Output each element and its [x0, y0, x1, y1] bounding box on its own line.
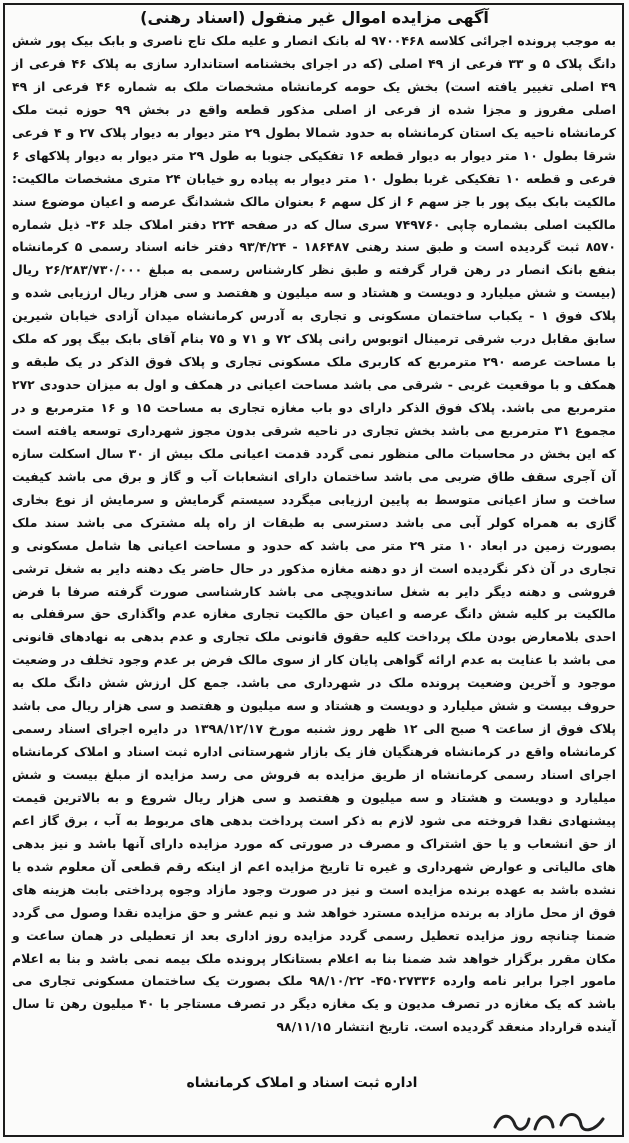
notice-body-text: به موجب پرونده اجرائی کلاسه ۹۷۰۰۴۶۸ له بانک انصار و علیه ملک تاج ناصری و بابک بیک پور شش دانگ پلاک ۵ و ۳۳ فرعی از ۴۹ اصلی (که در اجرای بخشنامه استاندارد سازی به پلاک ۴۶ فرعی از ۴۹ اصلی تغییر یافته است) بخش یک حومه کرمانشاه مشخصات ملک به شماره ۴۶ فرعی از ۴۹ اصلی مفروز و مجزا شده از فرعی از اصلی مذکور قطعه واقع در بخش ۹۹ حوزه ثبت ملک کرمانشاه ناحیه یک استان کرمانشاه به حدود شمالا بطول ۲۹ متر دیوار به دیوار پلاک ۲۷ و ۴ فرعی شرقا بطول ۱۰ متر دیوار به دیوار قطعه ۱۶ تفکیکی جنوبا به طول ۲۹ متر دیوار به دیوار پلاکهای ۶ فرعی و قطعه ۱۰ تفکیکی غربا بطول ۱۰ متر دیوار به پیاده رو خیابان ۲۴ متری مشخصات مالکیت: مالکیت بابک بیک پور با جز سهم ۶ از کل سهم ۶ بعنوان مالک ششدانگ عرصه و اعیان موضوع سند مالکیت اصلی بشماره چاپی ۷۴۹۷۶۰ سری سال که در صفحه ۲۲۴ دفتر املاک جلد ۳۶- ذیل شماره ۸۵۷۰ ثبت گردیده است و طبق سند رهنی ۱۸۶۴۸۷ - ۹۳/۴/۲۴ دفتر خانه اسناد رسمی ۵ کرمانشاه بنفع بانک انصار در رهن قرار گرفته و طبق نظر کارشناس رسمی به مبلغ ۲۶/۲۸۳/۷۳۰/۰۰۰ ریال (بیست و شش میلیارد و دویست و هشتاد و سه میلیون و هفتصد و سی هزار ریال ارزیابی شده و پلاک فوق ۱ - یکباب ساختمان مسکونی و تجاری به آدرس کرمانشاه میدان آزادی خیابان شیرین سابق مقابل درب شرقی ترمینال اتوبوس رانی پلاک ۷۲ و ۷۱ و ۷۵ بنام آقای بابک بیگ پور که ملک با مساحت عرصه ۲۹۰ مترمربع که کاربری ملک مسکونی تجاری و پلاک فوق الذکر در یک طبقه و همکف و با موقعیت غربی - شرقی می باشد مساحت اعیانی در همکف و اول به میزان حدودی ۲۷۲ مترمربع می باشد. پلاک فوق الذکر دارای دو باب مغازه تجاری به مساحت ۱۵ و ۱۶ مترمربع و در مجموع ۳۱ مترمربع می باشد بخش تجاری در ناحیه شرقی بدون مجوز شهرداری توسعه یافته است که این بخش در محاسبات مالی منظور نمی گردد قدمت اعیانی ملک بیش از ۳۰ سال اسکلت سازه آن آجری سقف طاق ضربی می باشد ساختمان دارای انشعابات آب و گاز و برق می باشد کیفیت ساخت و ساز اعیانی متوسط به پایین ارزیابی میگردد سیستم گرمایش و سرمایش از نوع بخاری گازی به همراه کولر آبی می باشد دسترسی به طبقات از راه پله مشترک می باشد سند ملک بصورت زمین در ابعاد ۱۰ متر ۲۹ متر می باشد که حدود و مساحت اعیانی ها شامل مسکونی و تجاری در آن ذکر نگردیده است از دو دهنه مغازه مذکور در حال حاضر یک دهنه دایر به شغل ترشی فروشی و دهنه دیگر دایر به شغل ساندویچی می باشد کارشناسی صورت گرفته صرفا با فرض مالکیت بر کلیه شش دانگ عرصه و اعیان حق مالکیت تجاری مغازه عدم واگذاری حق سرقفلی به احدی بلامعارض بودن ملک پرداخت کلیه حقوق قانونی ملک تجاری و عدم بدهی به نهادهای قانونی می باشد با عنایت به عدم ارائه گواهی پایان کار از سوی مالک فرض بر عدم وجود تخلف در وضعیت موجود و آخرین وضعیت پرونده ملک در شهرداری می باشد. جمع کل ارزش شش دانگ ملک به حروف بیست و شش میلیارد و دویست و هشتاد و سه میلیون و هفتصد و سی هزار ریال می باشد پلاک فوق از ساعت ۹ صبح الی ۱۲ ظهر روز شنبه مورخ ۱۳۹۸/۱۲/۱۷ در دایره اجرای اسناد رسمی کرمانشاه واقع در کرمانشاه فرهنگیان فاز یک بازار شهرستانی اداره ثبت اسناد و املاک کرمانشاه اجرای اسناد رسمی کرمانشاه از طریق مزایده به فروش می رسد مزایده از مبلغ بیست و شش میلیارد و دویست و هشتاد و سه میلیون و هفتصد و سی هزار ریال شروع و به بالاترین قیمت پیشنهادی نقدا فروخته می شود لازم به ذکر است پرداخت بدهی های مربوط به آب ، برق گاز اعم از حق انشعاب و یا حق اشتراک و مصرف در صورتی که مورد مزایده دارای آنها باشد و نیز بدهی های مالیاتی و عوارض شهرداری و غیره تا تاریخ مزایده اعم از اینکه رقم قطعی آن معلوم شده یا نشده باشد به عهده برنده مزایده است و نیز در صورت وجود مازاد وجوه پرداختی بابت هزینه های فوق از محل مازاد به برنده مزایده مسترد خواهد شد و نیم عشر و حق مزایده نقدا وصول می گردد ضمنا چنانچه روز مزایده تعطیل رسمی گردد مزایده روز اداری بعد از تعطیلی در همان ساعت و مکان مقرر برگزار خواهد شد ضمنا بنا به اعلام بستانکار پرونده ملک بیمه نمی باشد و بنا به اعلام مامور اجرا برابر نامه وارده ۴۵۰۲۷۳۳۶- ۹۸/۱۰/۲۲ ملک بصورت یک ساختمان مسکونی تجاری می باشد که یک مغازه در تصرف مدیون و یک مغازه دیگر در تصرف مستاجر با ۴۰ میلیون رهن تا سال آینده قرارداد منعقد گردیده است. تاریخ انتشار ۹۸/۱۱/۱۵ [12, 33, 617, 1035]
handwritten-stamp-mark [485, 1099, 615, 1139]
issuing-office-signature: اداره ثبت اسناد و املاک کرمانشاه [186, 1075, 418, 1091]
notice-title: آگهی مزایده اموال غیر منقول (اسناد رهنی) [140, 8, 489, 27]
